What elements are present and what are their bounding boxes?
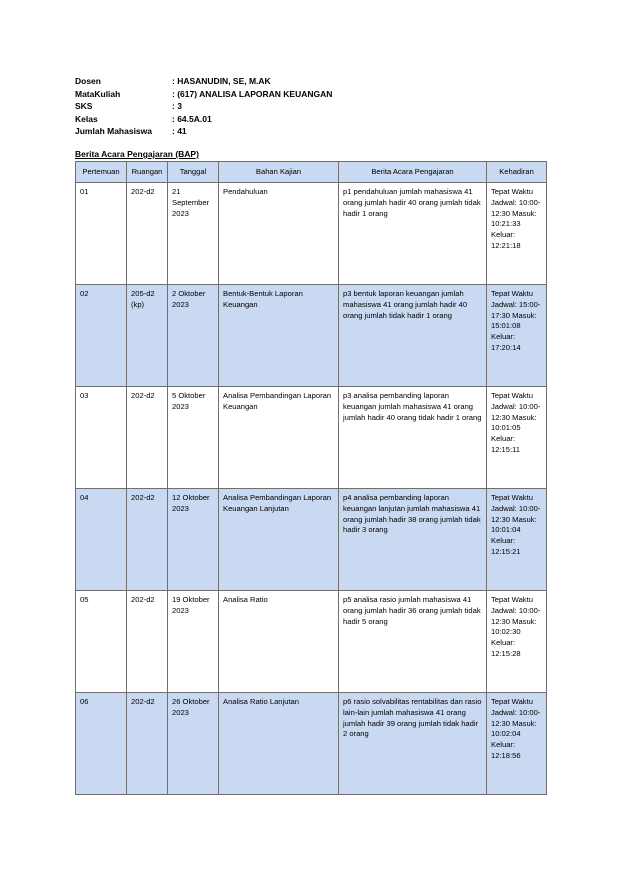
info-row-jumlah-mahasiswa xyxy=(75,125,332,138)
cell-ruangan: 205-d2 (kp) xyxy=(127,285,168,387)
info-value: : (617) ANALISA LAPORAN KEUANGAN xyxy=(172,88,333,99)
cell-bahan-kajian: Analisa Ratio xyxy=(219,591,339,693)
cell-bahan-kajian: Pendahuluan xyxy=(219,183,339,285)
course-info xyxy=(75,75,332,138)
section-title: Berita Acara Pengajaran (BAP) xyxy=(75,149,199,159)
table-row xyxy=(76,285,547,387)
info-value: : 64.5A.01 xyxy=(172,113,212,124)
cell-tanggal: 2 Oktober 2023 xyxy=(168,285,219,387)
cell-tanggal: 12 Oktober 2023 xyxy=(168,489,219,591)
info-value: : HASANUDIN, SE, M.AK xyxy=(172,76,271,86)
column-header-kehadiran: Kehadiran xyxy=(487,162,547,183)
column-header-ruangan: Ruangan xyxy=(127,162,168,183)
bap-table xyxy=(75,161,547,795)
table-header-row xyxy=(76,162,547,183)
column-header-bahan-kajian: Bahan Kajian xyxy=(219,162,339,183)
column-header-tanggal: Tanggal xyxy=(168,162,219,183)
table-row xyxy=(76,489,547,591)
info-label: Kelas xyxy=(75,113,98,124)
column-header-berita-acara: Berita Acara Pengajaran xyxy=(339,162,487,183)
cell-pertemuan: 05 xyxy=(76,591,127,693)
cell-berita-acara: p3 bentuk laporan keuangan jumlah mahasiswa 41 orang jumlah hadir 40 orang jumlah tidak hadir 1 orang xyxy=(339,285,487,387)
cell-pertemuan: 04 xyxy=(76,489,127,591)
cell-bahan-kajian: Bentuk-Bentuk Laporan Keuangan xyxy=(219,285,339,387)
cell-tanggal: 21 September 2023 xyxy=(168,183,219,285)
cell-berita-acara: p4 analisa pembanding laporan keuangan lanjutan jumlah mahasiswa 41 orang jumlah hadir 38 orang jumlah tidak hadir 3 orang xyxy=(339,489,487,591)
info-value: : 3 xyxy=(172,101,182,112)
cell-ruangan: 202-d2 xyxy=(127,387,168,489)
cell-kehadiran: Tepat Waktu Jadwal: 10:00-12:30 Masuk: 10:02:30 Keluar: 12:15:28 xyxy=(487,591,547,693)
cell-pertemuan: 06 xyxy=(76,693,127,795)
cell-berita-acara: p5 analisa rasio jumlah mahasiswa 41 orang jumlah hadir 36 orang jumlah tidak hadir 5 orang xyxy=(339,591,487,693)
cell-tanggal: 26 Oktober 2023 xyxy=(168,693,219,795)
info-label: SKS xyxy=(75,101,93,112)
cell-ruangan: 202-d2 xyxy=(127,183,168,285)
info-row-dosen xyxy=(75,75,332,88)
cell-kehadiran: Tepat Waktu Jadwal: 10:00-12:30 Masuk: 10:01:05 Keluar: 12:15:11 xyxy=(487,387,547,489)
cell-tanggal: 5 Oktober 2023 xyxy=(168,387,219,489)
cell-pertemuan: 02 xyxy=(76,285,127,387)
cell-bahan-kajian: Analisa Pembandingan Laporan Keuangan Lanjutan xyxy=(219,489,339,591)
info-label: Dosen xyxy=(75,76,101,86)
info-label: MataKuliah xyxy=(75,88,121,99)
cell-tanggal: 19 Oktober 2023 xyxy=(168,591,219,693)
info-row-sks xyxy=(75,100,332,113)
info-row-matakuliah xyxy=(75,88,332,101)
cell-bahan-kajian: Analisa Pembandingan Laporan Keuangan xyxy=(219,387,339,489)
column-header-pertemuan: Pertemuan xyxy=(76,162,127,183)
cell-ruangan: 202-d2 xyxy=(127,489,168,591)
table-row xyxy=(76,387,547,489)
cell-kehadiran: Tepat Waktu Jadwal: 15:00-17:30 Masuk: 15:01:08 Keluar: 17:20:14 xyxy=(487,285,547,387)
cell-ruangan: 202-d2 xyxy=(127,591,168,693)
table-row xyxy=(76,183,547,285)
cell-berita-acara: p3 analisa pembanding laporan keuangan jumlah mahasiswa 41 orang jumlah hadir 40 orang tidak hadir 1 orang xyxy=(339,387,487,489)
cell-bahan-kajian: Analisa Ratio Lanjutan xyxy=(219,693,339,795)
cell-kehadiran: Tepat Waktu Jadwal: 10:00-12:30 Masuk: 10:21:33 Keluar: 12:21:18 xyxy=(487,183,547,285)
info-row-kelas xyxy=(75,113,332,126)
cell-pertemuan: 01 xyxy=(76,183,127,285)
info-value: : 41 xyxy=(172,126,187,137)
cell-kehadiran: Tepat Waktu Jadwal: 10:00-12:30 Masuk: 10:01:04 Keluar: 12:15:21 xyxy=(487,489,547,591)
cell-ruangan: 202-d2 xyxy=(127,693,168,795)
cell-berita-acara: p1 pendahuluan jumlah mahasiswa 41 orang jumlah hadir 40 orang jumlah tidak hadir 1 orang xyxy=(339,183,487,285)
cell-pertemuan: 03 xyxy=(76,387,127,489)
cell-kehadiran: Tepat Waktu Jadwal: 10:00-12:30 Masuk: 10:02:04 Keluar: 12:18:56 xyxy=(487,693,547,795)
info-label: Jumlah Mahasiswa xyxy=(75,126,153,137)
cell-berita-acara: p6 rasio solvabilitas rentabilitas dan rasio lain-lain jumlah mahasiswa 41 orang jumlah hadir 39 orang jumlah tidak hadir 2 orang xyxy=(339,693,487,795)
table-row xyxy=(76,693,547,795)
table-row xyxy=(76,591,547,693)
